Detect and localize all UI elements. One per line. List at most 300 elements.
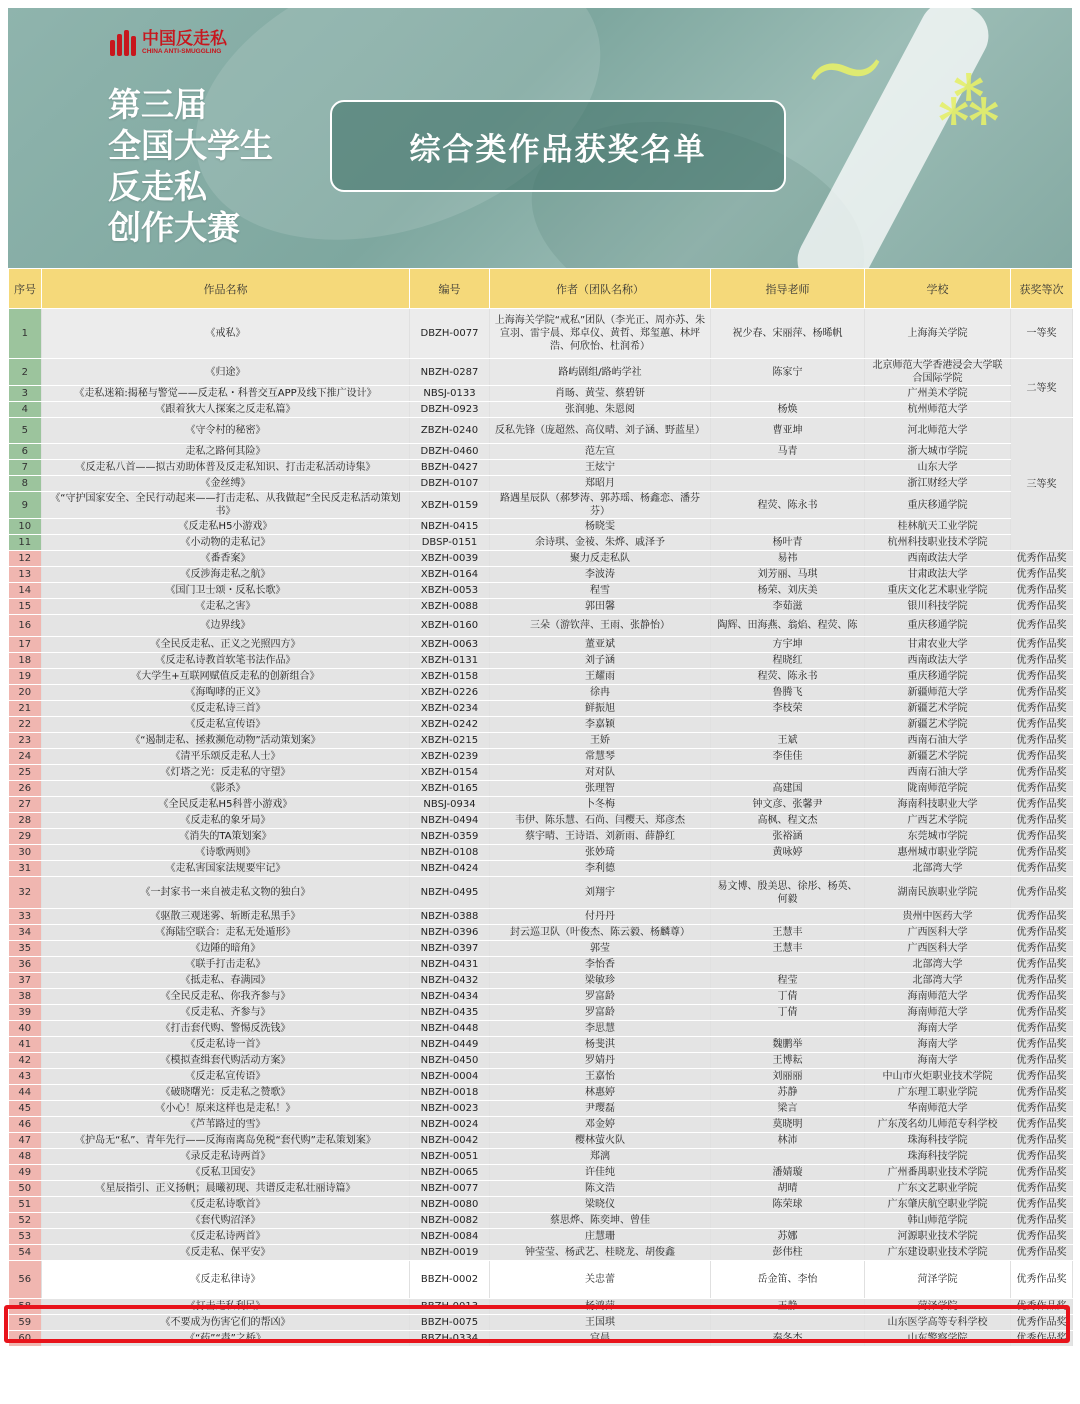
author-cell: 蔡宇晴、王诗语、刘新雨、薛静红 bbox=[490, 829, 711, 845]
work-code: XBZH-0088 bbox=[410, 599, 490, 615]
award-cell: 优秀作品奖 bbox=[1011, 583, 1073, 599]
row-number: 5 bbox=[9, 418, 42, 444]
work-code: BBZH-0334 bbox=[410, 1331, 490, 1347]
award-cell: 优秀作品奖 bbox=[1011, 1053, 1073, 1069]
work-code: NBZH-0415 bbox=[410, 519, 490, 535]
award-cell: 优秀作品奖 bbox=[1011, 717, 1073, 733]
work-code: NBZH-0432 bbox=[410, 973, 490, 989]
advisor-cell: 梁言 bbox=[711, 1101, 865, 1117]
advisor-cell bbox=[711, 1213, 865, 1229]
work-code: DBZH-0077 bbox=[410, 309, 490, 359]
table-row bbox=[9, 535, 1073, 551]
work-title: 《反走私八首——拟古劝助体普及反走私知识、打击走私活动诗集》 bbox=[42, 460, 410, 476]
row-number: 7 bbox=[9, 460, 42, 476]
table-row bbox=[9, 749, 1073, 765]
work-code: NBZH-0359 bbox=[410, 829, 490, 845]
author-cell: 罗婧丹 bbox=[490, 1053, 711, 1069]
work-code: NBZH-0082 bbox=[410, 1213, 490, 1229]
work-code: NBZH-0024 bbox=[410, 1117, 490, 1133]
award-cell: 优秀作品奖 bbox=[1011, 941, 1073, 957]
school-cell: 广东建设职业技术学院 bbox=[865, 1245, 1011, 1261]
school-cell: 河北师范大学 bbox=[865, 418, 1011, 444]
row-number: 47 bbox=[9, 1133, 42, 1149]
table-row bbox=[9, 1037, 1073, 1053]
row-number: 45 bbox=[9, 1101, 42, 1117]
work-title: 《大学生+互联网赋值反走私的创新组合》 bbox=[42, 669, 410, 685]
table-row bbox=[9, 701, 1073, 717]
row-number: 60 bbox=[9, 1331, 42, 1347]
row-number: 52 bbox=[9, 1213, 42, 1229]
work-title: 《全民反走私H5科普小游戏》 bbox=[42, 797, 410, 813]
row-number: 26 bbox=[9, 781, 42, 797]
work-code: NBZH-0495 bbox=[410, 877, 490, 909]
work-code: XBZH-0131 bbox=[410, 653, 490, 669]
author-cell: 王耀雨 bbox=[490, 669, 711, 685]
author-cell: 反私先锋（庞超然、高仪晴、刘子涵、野蓝星） bbox=[490, 418, 711, 444]
award-cell: 优秀作品奖 bbox=[1011, 1085, 1073, 1101]
author-cell: 徐冉 bbox=[490, 685, 711, 701]
school-cell: 华南师范大学 bbox=[865, 1101, 1011, 1117]
work-code: BBZH-0075 bbox=[410, 1315, 490, 1331]
work-title: 《边界线》 bbox=[42, 615, 410, 637]
row-number: 44 bbox=[9, 1085, 42, 1101]
table-row bbox=[9, 444, 1073, 460]
row-number: 2 bbox=[9, 359, 42, 386]
work-title: 《反走私诗两首》 bbox=[42, 1229, 410, 1245]
table-row bbox=[9, 1021, 1073, 1037]
table-row bbox=[9, 402, 1073, 418]
award-cell: 优秀作品奖 bbox=[1011, 1213, 1073, 1229]
school-cell: 广州番禺职业技术学院 bbox=[865, 1165, 1011, 1181]
advisor-cell bbox=[711, 386, 865, 402]
advisor-cell: 莫晓明 bbox=[711, 1117, 865, 1133]
work-title: 《清平乐颂反走私人士》 bbox=[42, 749, 410, 765]
school-cell: 甘肃农业大学 bbox=[865, 637, 1011, 653]
table-row bbox=[9, 1213, 1073, 1229]
row-number: 27 bbox=[9, 797, 42, 813]
work-code: NBZH-0023 bbox=[410, 1101, 490, 1117]
author-cell: 王娇 bbox=[490, 733, 711, 749]
work-code: NBZH-0108 bbox=[410, 845, 490, 861]
work-code: XBZH-0165 bbox=[410, 781, 490, 797]
work-code: XBZH-0234 bbox=[410, 701, 490, 717]
school-cell: 陇南师范学院 bbox=[865, 781, 1011, 797]
title-line: 反走私 bbox=[108, 167, 207, 206]
advisor-cell: 李茹滋 bbox=[711, 599, 865, 615]
work-code: XBZH-0215 bbox=[410, 733, 490, 749]
table-row bbox=[9, 685, 1073, 701]
author-cell: 郑漓 bbox=[490, 1149, 711, 1165]
work-code: NBZH-0424 bbox=[410, 861, 490, 877]
school-cell: 北部湾大学 bbox=[865, 957, 1011, 973]
work-title: 《反走私宣传语》 bbox=[42, 717, 410, 733]
column-header-school: 学校 bbox=[865, 269, 1011, 309]
work-title: 《走私之害》 bbox=[42, 599, 410, 615]
work-title: 《打击走私利民》 bbox=[42, 1299, 410, 1315]
table-row bbox=[9, 781, 1073, 797]
award-cell: 优秀作品奖 bbox=[1011, 765, 1073, 781]
work-title: 《“药”“毒”之桥》 bbox=[42, 1331, 410, 1347]
work-code: XBZH-0160 bbox=[410, 615, 490, 637]
row-number: 17 bbox=[9, 637, 42, 653]
author-cell: 杨鸿萍 bbox=[490, 1299, 711, 1315]
row-number: 53 bbox=[9, 1229, 42, 1245]
row-number: 4 bbox=[9, 402, 42, 418]
work-code: BBZH-0427 bbox=[410, 460, 490, 476]
column-header-author: 作者（团队名称） bbox=[490, 269, 711, 309]
work-code: NBSJ-0133 bbox=[410, 386, 490, 402]
work-title: 《星辰指引、正义扬帆；晨曦初现、共谱反走私壮丽诗篇》 bbox=[42, 1181, 410, 1197]
advisor-cell: 易文博、殷美思、徐彤、杨英、何毅 bbox=[711, 877, 865, 909]
author-cell: 刘翔宇 bbox=[490, 877, 711, 909]
table-row bbox=[9, 813, 1073, 829]
row-number: 31 bbox=[9, 861, 42, 877]
row-number: 25 bbox=[9, 765, 42, 781]
work-title: 《不要成为伤害它们的帮凶》 bbox=[42, 1315, 410, 1331]
work-title: 《守令村的秘密》 bbox=[42, 418, 410, 444]
work-title: 《走私迷箱:揭秘与警觉——反走私・科普交互APP及线下推广设计》 bbox=[42, 386, 410, 402]
school-cell: 海南师范大学 bbox=[865, 989, 1011, 1005]
row-number: 30 bbox=[9, 845, 42, 861]
advisor-cell: 程晓红 bbox=[711, 653, 865, 669]
brush-stroke-decoration: ⁂ bbox=[938, 68, 1000, 138]
author-cell: 樱林萤火队 bbox=[490, 1133, 711, 1149]
award-cell: 优秀作品奖 bbox=[1011, 669, 1073, 685]
table-row bbox=[9, 845, 1073, 861]
work-title: 《全民反走私、你我齐参与》 bbox=[42, 989, 410, 1005]
author-cell: 庄慧珊 bbox=[490, 1229, 711, 1245]
advisor-cell: 陈家宁 bbox=[711, 359, 865, 386]
brand-logo bbox=[108, 28, 227, 58]
work-code: NBZH-0084 bbox=[410, 1229, 490, 1245]
table-row bbox=[9, 765, 1073, 781]
work-code: NBZH-0042 bbox=[410, 1133, 490, 1149]
work-title: 《跟着狄大人探案之反走私篇》 bbox=[42, 402, 410, 418]
brand-name: 中国反走私 bbox=[142, 29, 227, 49]
award-cell: 优秀作品奖 bbox=[1011, 1181, 1073, 1197]
award-cell: 优秀作品奖 bbox=[1011, 909, 1073, 925]
award-cell: 优秀作品奖 bbox=[1011, 637, 1073, 653]
author-cell: 聚力反走私队 bbox=[490, 551, 711, 567]
work-title: 《驱散三观迷雾、斩断走私黑手》 bbox=[42, 909, 410, 925]
school-cell: 新疆艺术学院 bbox=[865, 717, 1011, 733]
work-title: 《番香案》 bbox=[42, 551, 410, 567]
advisor-cell: 陶辉、田海燕、翁焰、程荧、陈 bbox=[711, 615, 865, 637]
title-line: 创作大赛 bbox=[108, 208, 240, 247]
school-cell: 韩山师范学院 bbox=[865, 1213, 1011, 1229]
award-cell: 优秀作品奖 bbox=[1011, 829, 1073, 845]
advisor-cell: 李佳佳 bbox=[711, 749, 865, 765]
work-title: 《一封家书一来自被走私文物的独白》 bbox=[42, 877, 410, 909]
author-cell: 鲜振旭 bbox=[490, 701, 711, 717]
award-cell-merged: 二等奖 bbox=[1011, 359, 1073, 418]
row-number: 19 bbox=[9, 669, 42, 685]
table-row bbox=[9, 519, 1073, 535]
author-cell: 杨斐淇 bbox=[490, 1037, 711, 1053]
author-cell: 许佳纯 bbox=[490, 1165, 711, 1181]
row-number: 28 bbox=[9, 813, 42, 829]
advisor-cell: 魏鹏举 bbox=[711, 1037, 865, 1053]
advisor-cell bbox=[711, 957, 865, 973]
school-cell: 北部湾大学 bbox=[865, 861, 1011, 877]
school-cell: 杭州科技职业技术学院 bbox=[865, 535, 1011, 551]
school-cell: 重庆移通学院 bbox=[865, 492, 1011, 519]
row-number: 12 bbox=[9, 551, 42, 567]
work-title: 《国门卫士颂・反私长歌》 bbox=[42, 583, 410, 599]
table-row bbox=[9, 1229, 1073, 1245]
table-row bbox=[9, 1261, 1073, 1299]
advisor-cell: 程荧、陈永书 bbox=[711, 669, 865, 685]
award-cell: 优秀作品奖 bbox=[1011, 1331, 1073, 1347]
work-title: 《金丝缚》 bbox=[42, 476, 410, 492]
school-cell: 山东警察学院 bbox=[865, 1331, 1011, 1347]
row-number: 42 bbox=[9, 1053, 42, 1069]
header-banner bbox=[8, 8, 1072, 268]
author-cell: 李怡香 bbox=[490, 957, 711, 973]
advisor-cell bbox=[711, 765, 865, 781]
table-row bbox=[9, 386, 1073, 402]
work-title: 《芦苇路过的雪》 bbox=[42, 1117, 410, 1133]
school-cell: 杭州师范大学 bbox=[865, 402, 1011, 418]
table-row bbox=[9, 615, 1073, 637]
school-cell: 新疆师范大学 bbox=[865, 685, 1011, 701]
row-number: 58 bbox=[9, 1299, 42, 1315]
advisor-cell: 丁倩 bbox=[711, 989, 865, 1005]
contest-title bbox=[108, 84, 273, 248]
table-row bbox=[9, 733, 1073, 749]
work-title: 《打击套代购、警惕反洗钱》 bbox=[42, 1021, 410, 1037]
brush-stroke-decoration: 〜 bbox=[803, 25, 889, 121]
title-line: 全国大学生 bbox=[108, 126, 273, 165]
work-title: 《走私害国家法规要牢记》 bbox=[42, 861, 410, 877]
work-code: NBZH-0434 bbox=[410, 989, 490, 1005]
advisor-cell: 彭伟柱 bbox=[711, 1245, 865, 1261]
column-header-award: 获奖等次 bbox=[1011, 269, 1073, 309]
award-cell: 优秀作品奖 bbox=[1011, 781, 1073, 797]
advisor-cell: 丁倩 bbox=[711, 1005, 865, 1021]
advisor-cell bbox=[711, 460, 865, 476]
author-cell: 余诗琪、金祾、朱烨、戚泽予 bbox=[490, 535, 711, 551]
row-number: 21 bbox=[9, 701, 42, 717]
work-code: NBZH-0018 bbox=[410, 1085, 490, 1101]
table-row bbox=[9, 1101, 1073, 1117]
table-row bbox=[9, 460, 1073, 476]
table-row bbox=[9, 637, 1073, 653]
school-cell: 甘肃政法大学 bbox=[865, 567, 1011, 583]
author-cell: 程雪 bbox=[490, 583, 711, 599]
school-cell: 海南大学 bbox=[865, 1021, 1011, 1037]
school-cell: 广西医科大学 bbox=[865, 941, 1011, 957]
row-number: 37 bbox=[9, 973, 42, 989]
table-row bbox=[9, 957, 1073, 973]
award-cell: 优秀作品奖 bbox=[1011, 685, 1073, 701]
table-row bbox=[9, 492, 1073, 519]
author-cell: 王国琪 bbox=[490, 1315, 711, 1331]
school-cell: 新疆艺术学院 bbox=[865, 749, 1011, 765]
row-number: 15 bbox=[9, 599, 42, 615]
row-number: 50 bbox=[9, 1181, 42, 1197]
author-cell: 卜冬梅 bbox=[490, 797, 711, 813]
award-cell: 优秀作品奖 bbox=[1011, 1021, 1073, 1037]
award-cell: 优秀作品奖 bbox=[1011, 1037, 1073, 1053]
school-cell: 桂林航天工业学院 bbox=[865, 519, 1011, 535]
work-title: 《消失的TA策划案》 bbox=[42, 829, 410, 845]
author-cell: 郭莹 bbox=[490, 941, 711, 957]
advisor-cell bbox=[711, 1315, 865, 1331]
row-number: 46 bbox=[9, 1117, 42, 1133]
work-title: 《反涉海走私之航》 bbox=[42, 567, 410, 583]
work-code: XBZH-0053 bbox=[410, 583, 490, 599]
table-row bbox=[9, 583, 1073, 599]
row-number: 49 bbox=[9, 1165, 42, 1181]
award-cell: 优秀作品奖 bbox=[1011, 989, 1073, 1005]
row-number: 48 bbox=[9, 1149, 42, 1165]
table-row bbox=[9, 1149, 1073, 1165]
row-number: 10 bbox=[9, 519, 42, 535]
award-cell-merged: 三等奖 bbox=[1011, 418, 1073, 551]
list-title: 综合类作品获奖名单 bbox=[409, 131, 707, 168]
school-cell: 海南大学 bbox=[865, 1037, 1011, 1053]
table-row bbox=[9, 1069, 1073, 1085]
work-code: DBZH-0460 bbox=[410, 444, 490, 460]
table-row bbox=[9, 551, 1073, 567]
work-code: NBZH-0388 bbox=[410, 909, 490, 925]
author-cell: 罗富龄 bbox=[490, 989, 711, 1005]
row-number: 29 bbox=[9, 829, 42, 845]
award-cell: 优秀作品奖 bbox=[1011, 1245, 1073, 1261]
table-row bbox=[9, 599, 1073, 615]
award-cell: 优秀作品奖 bbox=[1011, 615, 1073, 637]
table-row bbox=[9, 973, 1073, 989]
table-row bbox=[9, 1117, 1073, 1133]
table-row bbox=[9, 1085, 1073, 1101]
award-cell: 优秀作品奖 bbox=[1011, 749, 1073, 765]
row-number: 24 bbox=[9, 749, 42, 765]
author-cell: 郑昭月 bbox=[490, 476, 711, 492]
school-cell: 新疆艺术学院 bbox=[865, 701, 1011, 717]
author-cell: 李嘉颖 bbox=[490, 717, 711, 733]
advisor-cell: 秦冬杰 bbox=[711, 1331, 865, 1347]
advisor-cell: 林沛 bbox=[711, 1133, 865, 1149]
table-row bbox=[9, 877, 1073, 909]
award-cell: 优秀作品奖 bbox=[1011, 1299, 1073, 1315]
row-number: 22 bbox=[9, 717, 42, 733]
award-cell: 优秀作品奖 bbox=[1011, 1149, 1073, 1165]
work-title: 《模拟查缉套代购活动方案》 bbox=[42, 1053, 410, 1069]
advisor-cell: 王慧丰 bbox=[711, 941, 865, 957]
author-cell: 路屿剧组/路屿学社 bbox=[490, 359, 711, 386]
school-cell: 广西医科大学 bbox=[865, 925, 1011, 941]
work-title: 《小动物的走私记》 bbox=[42, 535, 410, 551]
school-cell: 广州美术学院 bbox=[865, 386, 1011, 402]
advisor-cell: 李枝荣 bbox=[711, 701, 865, 717]
school-cell: 海南师范大学 bbox=[865, 1005, 1011, 1021]
work-code: BBZH-0013 bbox=[410, 1299, 490, 1315]
work-code: DBZH-0923 bbox=[410, 402, 490, 418]
work-code: NBZH-0449 bbox=[410, 1037, 490, 1053]
author-cell: 王嘉怡 bbox=[490, 1069, 711, 1085]
work-code: NBZH-0494 bbox=[410, 813, 490, 829]
advisor-cell bbox=[711, 1021, 865, 1037]
school-cell: 浙江财经大学 bbox=[865, 476, 1011, 492]
row-number: 36 bbox=[9, 957, 42, 973]
advisor-cell: 方宇坤 bbox=[711, 637, 865, 653]
work-code: XBZH-0226 bbox=[410, 685, 490, 701]
author-cell: 韦伊、陈乐慧、石尚、闫樱天、郑彦杰 bbox=[490, 813, 711, 829]
work-title: 《反走私诗一首》 bbox=[42, 1037, 410, 1053]
shield-logo-icon bbox=[108, 28, 138, 58]
row-number: 38 bbox=[9, 989, 42, 1005]
school-cell: 河源职业技术学院 bbox=[865, 1229, 1011, 1245]
school-cell: 珠海科技学院 bbox=[865, 1149, 1011, 1165]
row-number: 32 bbox=[9, 877, 42, 909]
work-code: XBZH-0164 bbox=[410, 567, 490, 583]
school-cell: 菏泽学院 bbox=[865, 1261, 1011, 1299]
work-code: NBZH-0397 bbox=[410, 941, 490, 957]
row-number: 41 bbox=[9, 1037, 42, 1053]
work-title: 《抵走私、春满园》 bbox=[42, 973, 410, 989]
row-number: 6 bbox=[9, 444, 42, 460]
author-cell: 王炫宁 bbox=[490, 460, 711, 476]
school-cell: 中山市火炬职业技术学院 bbox=[865, 1069, 1011, 1085]
advisor-cell: 程荧、陈永书 bbox=[711, 492, 865, 519]
author-cell: 刘子涵 bbox=[490, 653, 711, 669]
table-row bbox=[9, 925, 1073, 941]
row-number: 13 bbox=[9, 567, 42, 583]
school-cell: 贵州中医药大学 bbox=[865, 909, 1011, 925]
work-code: XBZH-0242 bbox=[410, 717, 490, 733]
school-cell: 惠州城市职业学院 bbox=[865, 845, 1011, 861]
advisor-cell: 刘芳丽、马琪 bbox=[711, 567, 865, 583]
advisor-cell: 王博耘 bbox=[711, 1053, 865, 1069]
award-cell: 优秀作品奖 bbox=[1011, 925, 1073, 941]
work-code: NBZH-0287 bbox=[410, 359, 490, 386]
table-row bbox=[9, 669, 1073, 685]
row-number: 14 bbox=[9, 583, 42, 599]
advisor-cell bbox=[711, 1149, 865, 1165]
award-cell: 优秀作品奖 bbox=[1011, 653, 1073, 669]
school-cell: 广东肇庆航空职业学院 bbox=[865, 1197, 1011, 1213]
row-number: 8 bbox=[9, 476, 42, 492]
table-row bbox=[9, 653, 1073, 669]
author-cell: 林惠婷 bbox=[490, 1085, 711, 1101]
table-row bbox=[9, 797, 1073, 813]
row-number: 18 bbox=[9, 653, 42, 669]
list-title-box bbox=[330, 100, 786, 192]
school-cell: 重庆移通学院 bbox=[865, 669, 1011, 685]
school-cell: 东莞城市学院 bbox=[865, 829, 1011, 845]
advisor-cell: 王静 bbox=[711, 1299, 865, 1315]
author-cell: 梁晓仪 bbox=[490, 1197, 711, 1213]
school-cell: 浙大城市学院 bbox=[865, 444, 1011, 460]
advisor-cell bbox=[711, 861, 865, 877]
work-code: NBZH-0396 bbox=[410, 925, 490, 941]
table-row bbox=[9, 989, 1073, 1005]
advisor-cell: 陈荣球 bbox=[711, 1197, 865, 1213]
work-code: NBZH-0077 bbox=[410, 1181, 490, 1197]
school-cell: 广东理工职业学院 bbox=[865, 1085, 1011, 1101]
work-code: BBZH-0002 bbox=[410, 1261, 490, 1299]
advisor-cell: 王慧丰 bbox=[711, 925, 865, 941]
work-title: 《小心！原来这样也是走私！》 bbox=[42, 1101, 410, 1117]
award-cell: 优秀作品奖 bbox=[1011, 973, 1073, 989]
author-cell: 钟莹莹、杨武艺、桂晓龙、胡俊鑫 bbox=[490, 1245, 711, 1261]
school-cell: 上海海关学院 bbox=[865, 309, 1011, 359]
author-cell: 罗富龄 bbox=[490, 1005, 711, 1021]
author-cell: 张润驰、朱恩阅 bbox=[490, 402, 711, 418]
author-cell: 张妙琦 bbox=[490, 845, 711, 861]
row-number: 40 bbox=[9, 1021, 42, 1037]
